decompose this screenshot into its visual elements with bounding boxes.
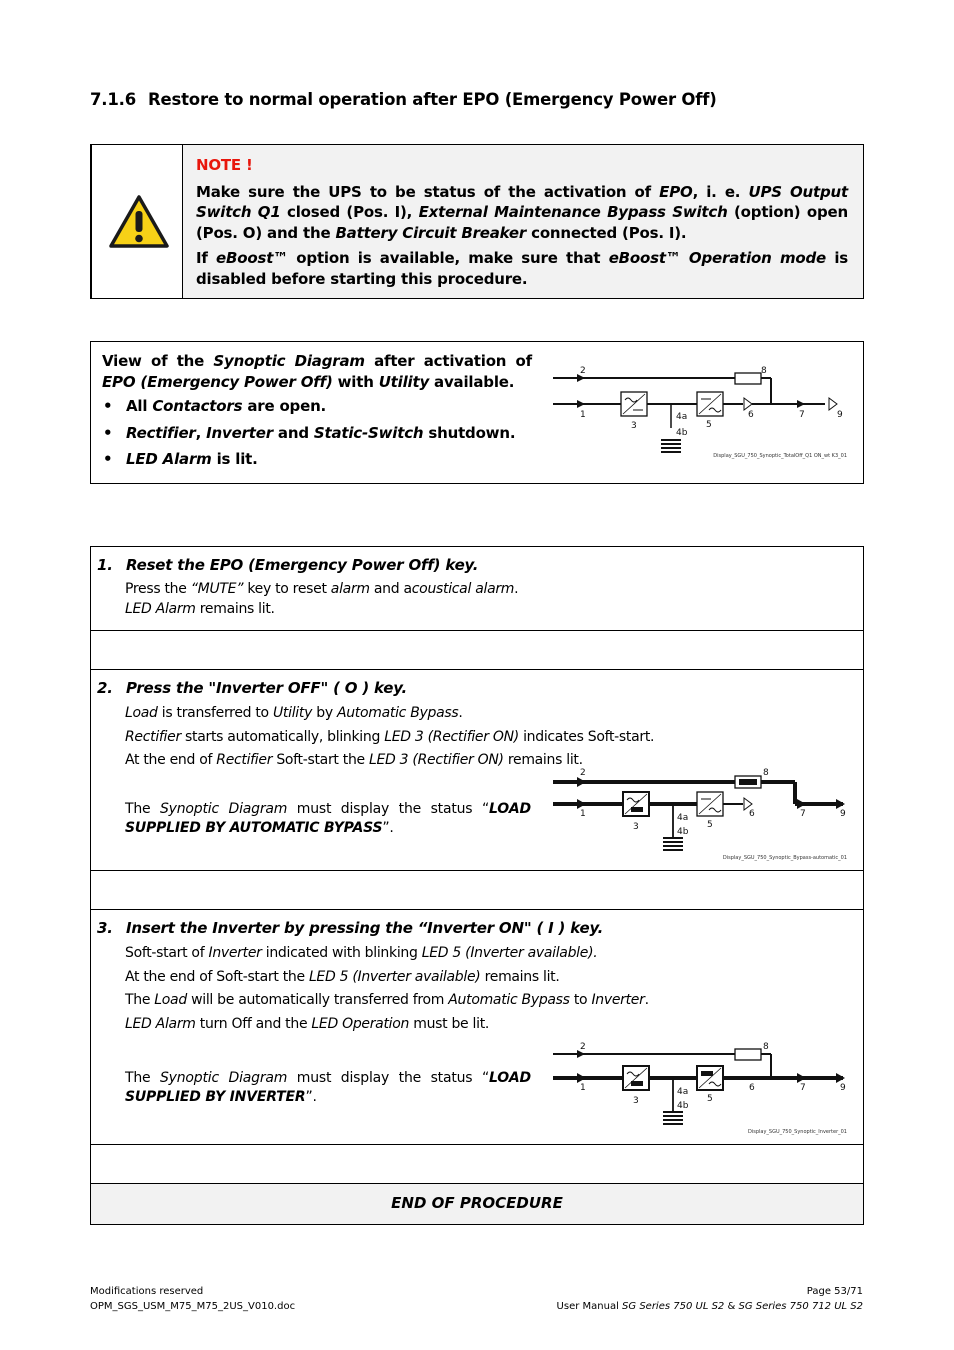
text-run: Rectifier (125, 728, 181, 745)
synoptic-diagram-bypass (553, 766, 853, 862)
text-run: LED 5 (Inverter available) (308, 968, 481, 985)
text-run: LED Operation (311, 1015, 410, 1032)
diagram-label: 2 (580, 1042, 586, 1052)
text-run: turn Off and the (195, 1015, 312, 1032)
text-run: is transferred to (157, 705, 273, 721)
step-title (97, 919, 603, 937)
text-run: Synoptic Diagram (159, 1070, 288, 1086)
text-run: must be lit. (409, 1015, 490, 1032)
diagram-label: 2 (580, 366, 586, 376)
step-line (125, 989, 649, 1013)
text-run: Soft-start of (125, 945, 209, 961)
step-line (125, 702, 654, 726)
text-run: must display the status “ (287, 1070, 489, 1086)
text-run: closed (Pos. I), (280, 203, 419, 221)
text-run: LED Alarm (125, 1015, 196, 1032)
text-run: coustical alarm (411, 581, 515, 597)
diagram-label: 9 (837, 410, 843, 420)
text-run: SG Series 750 UL S2 (622, 1301, 725, 1312)
text-run: alarm (330, 581, 370, 597)
footer-page-number: Page 53/71 (806, 1286, 863, 1297)
synoptic-bullet-list (102, 396, 532, 470)
text-run: (option) open (Pos. O) and the (196, 203, 848, 242)
diagram-label: 9 (840, 809, 846, 819)
text-run: must display the status “ (287, 801, 489, 817)
section-heading (90, 90, 717, 109)
synoptic-epo-box (90, 341, 864, 484)
text-run: LED 3 (Rectifier ON) (384, 728, 519, 745)
footer-manual-title (557, 1299, 863, 1314)
step-line (125, 966, 649, 990)
procedure-step-2 (91, 670, 863, 871)
text-run: available. (429, 373, 515, 391)
diagram-label: 7 (800, 809, 806, 819)
text-run: indicates Soft-start. (518, 728, 655, 745)
text-run: The (125, 1070, 160, 1086)
text-run: Load (125, 705, 158, 721)
text-run: LOAD SUPPLIED BY AUTOMATIC BYPASS (125, 801, 531, 836)
diagram-label: 3 (633, 1096, 639, 1106)
status-text (125, 1069, 531, 1107)
text-run: , (195, 423, 207, 442)
diagram-label: 3 (631, 421, 637, 431)
text-run: User Manual (556, 1301, 623, 1312)
text-run: LOAD SUPPLIED BY INVERTER (125, 1070, 531, 1105)
diagram-label: 7 (799, 410, 805, 420)
list-item (126, 396, 532, 417)
text-run: Battery Circuit Breaker (335, 223, 527, 242)
diagram-label: 4a (677, 813, 689, 823)
text-run: is disabled before starting this procedure. (196, 249, 849, 288)
list-item (126, 449, 532, 470)
status-text (125, 800, 531, 838)
diagram-label: 4b (677, 1101, 689, 1111)
text-run: LED Alarm (125, 601, 196, 617)
text-run: Inverter (591, 992, 645, 1008)
text-run: LED 5 (Inverter available). (421, 945, 598, 961)
text-run: . (514, 581, 519, 597)
diagram-label: 4a (677, 1087, 689, 1097)
text-run: after activation of (364, 352, 532, 370)
text-run: UPS Output Switch Q1 (196, 182, 848, 221)
text-run: Inverter (206, 423, 273, 442)
procedure-step-3 (91, 910, 863, 1145)
procedure-step-1 (91, 547, 863, 631)
text-run: Synoptic Diagram (159, 801, 288, 817)
diagram-label: 1 (580, 410, 586, 420)
diagram-label: 1 (580, 809, 586, 819)
warning-triangle-icon (108, 194, 170, 250)
text-run: will be automatically transferred from (186, 992, 449, 1008)
text-run: and (272, 423, 314, 442)
step-title-text: Press the "Inverter OFF" ( O ) key. (126, 679, 407, 697)
text-run: ”. (382, 820, 394, 836)
step-number: 3. (97, 919, 113, 937)
diagram-label: 8 (761, 366, 767, 376)
text-run: LED 3 (Rectifier ON) (368, 752, 504, 768)
footer-modifications: Modifications reserved (90, 1286, 204, 1297)
step-body (125, 942, 649, 1036)
diagram-label: 5 (707, 1094, 713, 1104)
step-line (125, 599, 518, 619)
diagram-label: 4b (676, 428, 688, 438)
step-line (125, 579, 518, 599)
footer-doc-id: OPM_SGS_USM_M75_M75_2US_V010.doc (90, 1301, 296, 1312)
text-run: are open. (242, 397, 327, 415)
text-run: Make sure the UPS to be status of the activation of (196, 182, 660, 201)
text-run: View of the (102, 352, 214, 370)
diagram-caption: Display_SGU_750_Synoptic_TotalOff_Q1 ON_wt K3_01 (713, 453, 847, 459)
text-run: The (125, 801, 160, 817)
text-run: eBoost™ (216, 249, 288, 267)
text-run: At the end of (125, 752, 217, 768)
text-run: remains lit. (480, 968, 560, 985)
text-run: & (724, 1301, 739, 1312)
text-run: Automatic Bypass (336, 705, 459, 721)
diagram-label: 1 (580, 1083, 586, 1093)
diagram-label: 6 (749, 809, 755, 819)
text-run: eBoost™ Operation mode (608, 249, 826, 267)
note-text (196, 155, 848, 294)
text-run: is lit. (211, 450, 258, 468)
step-number: 1. (97, 556, 113, 574)
text-run: If (196, 249, 217, 267)
note-paragraph-2 (196, 248, 848, 289)
text-run: Contactors (152, 397, 243, 415)
step-line (125, 1013, 649, 1037)
diagram-label: 9 (840, 1083, 846, 1093)
text-run: starts automatically, blinking (180, 728, 385, 745)
step-title-text: Insert the Inverter by pressing the “Inverter ON" ( I ) key. (126, 919, 604, 937)
note-icon-cell (91, 145, 183, 298)
text-run: Rectifier (126, 423, 196, 442)
text-run: Utility (272, 705, 313, 721)
diagram-label: 7 (800, 1083, 806, 1093)
text-run: with (332, 373, 379, 391)
text-run: Automatic Bypass (448, 992, 570, 1008)
text-run: to (569, 992, 592, 1008)
text-run: Load (154, 992, 187, 1008)
synoptic-diagram-epo (553, 364, 853, 464)
diagram-label: 6 (748, 410, 754, 420)
footer-left (90, 1284, 295, 1314)
text-run: LED Alarm (126, 450, 212, 468)
text-run: Synoptic Diagram (213, 352, 365, 370)
list-item (126, 423, 532, 444)
diagram-label: 5 (707, 820, 713, 830)
text-run: “MUTE” (190, 581, 244, 597)
text-run: indicated with blinking (261, 945, 422, 961)
text-run: The (125, 992, 155, 1008)
step-number: 2. (97, 679, 113, 697)
synoptic-diagram-inverter (553, 1040, 853, 1136)
diagram-caption: Display_SGU_750_Synoptic_Bypass-automatic_01 (722, 855, 847, 861)
text-run: option is available, make sure that (287, 249, 609, 267)
step-title-text: Reset the EPO (Emergency Power Off) key. (126, 556, 479, 574)
diagram-caption: Display_SGU_750_Synoptic_Inverter_01 (747, 1129, 847, 1135)
text-run: Inverter (208, 945, 262, 961)
text-run: by (312, 705, 337, 721)
diagram-label: 5 (706, 420, 712, 430)
footer-right (557, 1284, 863, 1314)
table-spacer-row (91, 871, 863, 910)
diagram-label: 8 (763, 768, 769, 778)
text-run: SG Series 750 712 UL S2 (738, 1301, 863, 1312)
text-run: External Maintenance Bypass Switch (418, 203, 728, 221)
text-run: remains lit. (195, 601, 275, 617)
table-spacer-row (91, 631, 863, 670)
step-line (125, 942, 649, 966)
note-title: NOTE ! (196, 156, 253, 174)
text-run: Press the (125, 581, 191, 597)
synoptic-epo-text (102, 351, 532, 476)
diagram-label: 6 (749, 1083, 755, 1093)
step-title (97, 679, 407, 697)
section-number: 7.1.6 (90, 90, 136, 109)
text-run: ”. (305, 1089, 317, 1105)
diagram-label: 2 (580, 768, 586, 778)
text-run: EPO (659, 182, 693, 201)
step-body (125, 702, 654, 773)
text-run: , i. e. (692, 182, 749, 201)
text-run: remains lit. (503, 752, 583, 768)
text-run: connected (Pos. I). (526, 223, 687, 242)
text-run: All (126, 397, 153, 415)
text-run: . (458, 705, 463, 721)
diagram-label: 8 (763, 1042, 769, 1052)
text-run: At the end of Soft-start the (125, 968, 309, 985)
diagram-label: 4a (676, 412, 688, 422)
diagram-label: 4b (677, 827, 689, 837)
step-title (97, 556, 478, 574)
step-body (125, 579, 518, 619)
procedure-table (90, 546, 864, 1225)
end-of-procedure: END OF PROCEDURE (91, 1184, 863, 1224)
text-run: key to reset (243, 581, 331, 597)
text-run: Static-Switch (313, 423, 424, 442)
text-run: Utility (378, 373, 430, 391)
diagram-label: 3 (633, 822, 639, 832)
note-paragraph-1 (196, 182, 848, 244)
text-run: . (644, 992, 649, 1008)
text-run: shutdown. (423, 423, 516, 442)
section-title: Restore to normal operation after EPO (Emergency Power Off) (148, 90, 717, 109)
text-run: and a (369, 581, 412, 597)
note-box (90, 144, 864, 299)
step-line (125, 726, 654, 750)
text-run: EPO (Emergency Power Off) (102, 373, 333, 391)
text-run: Soft-start the (272, 752, 369, 768)
table-spacer-row (91, 1145, 863, 1184)
text-run: Rectifier (216, 752, 273, 768)
synoptic-intro (102, 351, 532, 393)
